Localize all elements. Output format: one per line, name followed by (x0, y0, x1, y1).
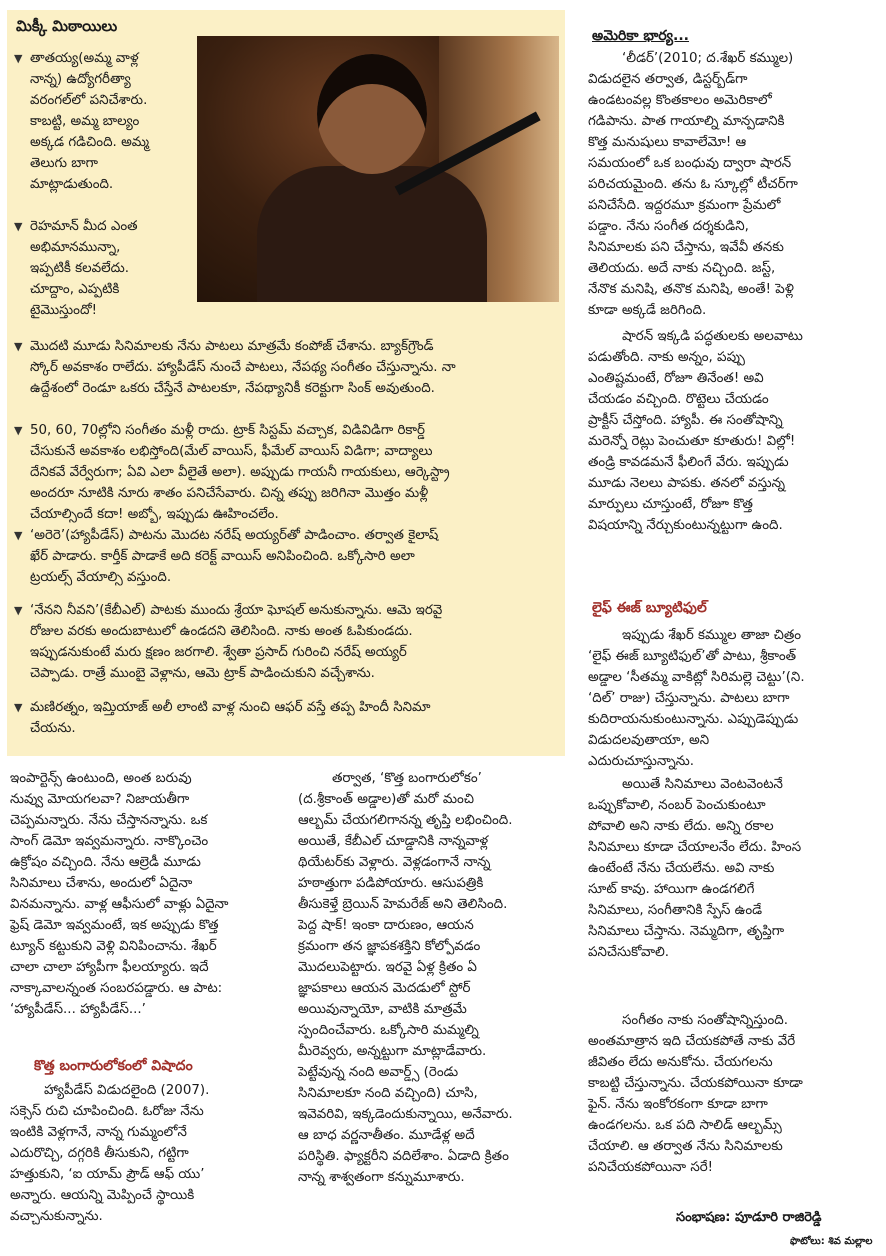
text-line: థియేటర్‌కు వెళ్లారు. వెళ్లడంగానే నాన్న (298, 855, 491, 870)
bullet-triangle-icon: ▼ (14, 52, 23, 65)
text-line: రెహమాన్ మీద ఎంత (30, 219, 138, 234)
mid-para (298, 768, 576, 1188)
text-line: ఇప్పుడు శేఖర్ కమ్ముల తాజా చిత్రం (622, 628, 802, 643)
text-line: ట్రయల్స్ వేయాల్సి వస్తుంది. (30, 570, 172, 585)
text-line: చేయాల్సిందే కదా! అబ్బో, ఇప్పుడు ఊహించలేం. (30, 507, 279, 522)
text-line: ఉద్దేశంలో రెండూ ఒకరు చేస్తేనే పాటలకూ, నేపథ్యానికీ కరెక్టుగా సింక్ అవుతుంది. (30, 381, 435, 396)
heading-america: అమెరికా భార్య... (592, 28, 690, 44)
text-line: పడుతోంది. నాకు అన్నం, పప్పు (588, 350, 745, 365)
text-line: పరిచయమైంది. తను ఓ స్కూల్లో టీచర్‌గా (588, 177, 798, 192)
right-para-5 (588, 1010, 878, 1178)
text-line: క్రమంగా తన జ్ఞాపకశక్తిని కోల్పోవడం (298, 939, 481, 954)
text-line: ‘దిల్’ రాజు) చేస్తున్నాను. పాటలు బాగా (588, 691, 790, 706)
text-line: మూడు నెలలు పాపకు. తనలో వస్తున్న (588, 476, 786, 491)
text-line: ‘నేనని నీవని’(కేబీఎల్) పాటకు ముందు శ్రేయా ఘోషల్ అనుకున్నాను. ఆమె ఇరవై (30, 603, 443, 618)
text-line: ఎదురొచ్చి, దగ్గరికి తీసుకుని, గట్టిగా (10, 1146, 189, 1161)
text-line: విడుదలవుతాయా, అని (588, 733, 710, 748)
text-line: ఉండగలను. ఒక పది సాలిడ్ ఆల్బమ్స్ (588, 1118, 782, 1133)
text-line: ప్రాక్టీస్ చేస్తోంది. హ్యాపీ. ఈ సంతోషాన్ని (588, 413, 783, 428)
text-line: సక్సెస్ రుచి చూపించింది. ఓరోజు నేను (10, 1104, 204, 1119)
text-line: ఎంతిష్టమంటే, రోజూ తినేంత! అవి (588, 371, 764, 386)
text-line: చాలా చాలా హ్యాపీగా ఫీలయ్యారు. ఇదే (10, 960, 209, 975)
text-line: ఫ్రెష్ డెమో ఇవ్వమంటే, ఇక అప్పుడు కొత్త (10, 918, 219, 933)
text-line: జ్ఞాపకాలు ఆయన మెదడులో స్టోర్ (298, 981, 471, 996)
text-line: ఖేర్ పాడారు. కార్తీక్ పాడాకే అది కరెక్ట్ వాయిస్ అనిపించింది. ఒక్కోసారి అలా (30, 549, 415, 564)
heading-life-is-beautiful: లైఫ్ ఈజ్ బ్యూటిఫుల్ (592, 600, 707, 616)
heading-kotha-bangarulokam: కొత్త బంగారులోకంలో విషాదం (34, 1058, 193, 1074)
text-line: మొదటి మూడు సినిమాలకు నేను పాటలు మాత్రమే కంపోజ్ చేశాను. బ్యాక్‌గ్రౌండ్ (30, 339, 434, 354)
text-line: సంగీతం నాకు సంతోషాన్నిస్తుంది. (622, 1013, 788, 1028)
text-line: కాబట్టి చేస్తున్నాను. చేయకపోయినా కూడా (588, 1076, 803, 1091)
text-line: పెట్టేవున్న నంది అవార్డ్స్ (రెండు (298, 1065, 459, 1080)
text-line: మరెన్నో రెట్లు పెంచుతూ కూతురు! విల్లో! (588, 434, 796, 449)
text-line: కూడా అక్కడే జరిగింది. (588, 303, 707, 318)
text-line: నాన్న) ఉద్యోగరీత్యా (30, 72, 131, 87)
text-line: సాంగ్ డెమో ఇవ్వమన్నారు. నాక్కొంచెం (10, 834, 209, 849)
text-line: కొత్త మనుషులు కావాలేమో! ఆ (588, 135, 747, 150)
text-line: ట్యూన్ కట్టుకుని వెళ్లి వినిపించాను. శేఖర్ (10, 939, 217, 954)
text-line: చెప్పమన్నారు. నేను చేస్తానన్నాను. ఒక (10, 813, 208, 828)
text-line: పరిస్థితి. ఫ్యాక్టరీని వదిలేశాం. ఏడాది క్రితం (298, 1149, 509, 1164)
text-line: గడిపాను. పాత గాయాల్ని మాన్పడానికి (588, 114, 785, 129)
text-line: సినిమాలు, సంగీతానికి స్పేస్ ఉండే (588, 903, 763, 918)
text-line: ఇప్పటికీ కలవలేదు. (30, 261, 130, 276)
text-line: నాన్న శాశ్వతంగా కన్నుమూశారు. (298, 1170, 465, 1185)
text-line: మొదలుపెట్టారు. ఇరవై ఏళ్ల క్రితం ఏ (298, 960, 477, 975)
bullet-triangle-icon: ▼ (14, 220, 23, 233)
text-line: తెలియదు. అదే నాకు నచ్చింది. జస్ట్, (588, 261, 776, 276)
text-line: టైమొస్తుందో! (30, 303, 97, 318)
text-line: తర్వాత, ‘కొత్త బంగారులోకం’ (332, 771, 482, 786)
sidebar-bullet (30, 216, 180, 321)
text-line: ఫైన్. నేను ఇంకోరకంగా కూడా బాగా (588, 1097, 768, 1112)
text-line: ఆ బాధ వర్ణనాతీతం. మూడేళ్ల అదే (298, 1128, 475, 1143)
text-line: స్కోర్ అవకాశం రాలేదు. హ్యాపీడేస్ నుంచే పాటలు, నేపథ్య సంగీతం చేస్తున్నాను. నా (30, 360, 456, 375)
text-line: పనిచేసేది. ఇద్దరమూ క్రమంగా ప్రేమలో (588, 198, 781, 213)
text-line: మాట్లాడుతుంది. (30, 177, 114, 192)
text-line: ఇంటికి వెళ్లగానే, నాన్న గుమ్మంలోనే (10, 1125, 187, 1140)
text-line: ఎదురుచూస్తున్నాను. (588, 754, 695, 769)
text-line: ఉంటేంటే నేను చేయలేను. అవి నాకు (588, 861, 775, 876)
text-line: పడ్డాం. నేను సంగీత దర్శకుడిని, (588, 219, 749, 234)
text-line: సినిమాలు చేస్తాను. నెమ్మదిగా, తృప్తిగా (588, 924, 785, 939)
text-line: పోవాలి అని నాకు లేదు. అన్ని రకాల (588, 819, 774, 834)
text-line: వచ్చానుకున్నాను. (10, 1209, 103, 1224)
text-line: ‘లైఫ్ ఈజ్ బ్యూటిఫుల్’తో పాటు, శ్రీకాంత్ (588, 649, 797, 664)
text-line: చేయను. (30, 721, 76, 736)
text-line: హఠాత్తుగా పడిపోయారు. ఆసుపత్రికి (298, 876, 484, 891)
right-para-2 (588, 326, 878, 536)
text-line: చేయాలి. ఆ తర్వాత నేను సినిమాలకు (588, 1139, 783, 1154)
text-line: ఇంపార్టెన్స్ ఉంటుంది, అంత బరువు (10, 771, 192, 786)
text-line: చెప్పాడు. రాత్రే ముంబై వెళ్లాను, ఆమె ట్రాక్ పాడించుకుని వచ్చేశాను. (30, 666, 375, 681)
text-line: తెలుగు బాగా (30, 156, 98, 171)
bullet-triangle-icon: ▼ (14, 529, 23, 542)
text-line: అయితే, కేబీఎల్ చూడ్డానికి నాన్నవాళ్ల (298, 834, 489, 849)
sidebar-title: మిక్కీ మిఠాయిలు (16, 17, 118, 35)
text-line: కాబట్టి, అమ్మ బాల్యం (30, 114, 140, 129)
text-line: హత్తుకుని, ‘ఐ యామ్ ప్రౌడ్ ఆఫ్ యు’ (10, 1167, 205, 1182)
text-line: సినిమాలకు పని చేస్తాను, ఇవేవీ తనకు (588, 240, 784, 255)
text-line: అడ్డాల ‘సీతమ్మ వాకిట్లో సిరిమల్లె చెట్టు’(ని. (588, 670, 805, 685)
text-line: సినిమాలకూ నంది వచ్చింది) చూసి, (298, 1086, 478, 1101)
text-line: ఇవెవరివి, ఇక్కడెందుకున్నాయి, అనేవారు. (298, 1107, 513, 1122)
text-line: చేసుకునే అవకాశం లభిస్తోంది(మేల్ వాయిస్, ఫీమేల్ వాయిస్ విడిగా; వాద్యాలు (30, 444, 433, 459)
text-line: సమయంలో ఒక బంధువు ద్వారా షారన్ (588, 156, 792, 171)
text-line: ఉక్రోషం వచ్చింది. నేను ఆల్రెడీ మూడు (10, 855, 201, 870)
sidebar-bullet (30, 420, 555, 525)
left-para-2 (10, 1080, 282, 1227)
bullet-triangle-icon: ▼ (14, 604, 23, 617)
text-line: తీసుకెళ్తే బ్రెయిన్ హెమరేజ్ అని తెలిసింది. (298, 897, 508, 912)
text-line: ఒప్పుకోవాలి, నంబర్ పెంచుకుంటూ (588, 798, 766, 813)
text-line: 50, 60, 70ల్లోని సంగీతం మళ్లీ రాదు. ట్రాక్ సిస్టమ్ వచ్చాక, విడివిడిగా రికార్డ్ (30, 423, 425, 438)
text-line: పనిచేయకపోయినా సరే! (588, 1160, 714, 1175)
text-line: నేనొక మనిషి, తనొక మనిషి, అంతే! పెళ్లి (588, 282, 794, 297)
right-para-3 (588, 625, 878, 772)
text-line: ‘అరెరె’(హ్యాపీడేస్) పాటను మొదట నరేష్ అయ్యర్‌తో పాడించాం. తర్వాత కైలాష్ (30, 528, 439, 543)
sidebar-bullet (30, 336, 555, 399)
text-line: వినమన్నాను. వాళ్ల ఆఫీసులో వాళ్లు ఏదైనా (10, 897, 229, 912)
text-line: మణిరత్నం, ఇమ్తియాజ్ అలీ లాంటి వాళ్ల నుంచి ఆఫర్ వస్తే తప్ప హిందీ సినిమా (30, 700, 431, 715)
text-line: ఆల్బమ్ చేయగలిగానన్న తృప్తి లభించింది. (298, 813, 513, 828)
text-line: మార్పులు చూస్తుంటే, రోజూ కొత్త (588, 497, 753, 512)
text-line: అయితే సినిమాలు వెంటవెంటనే (622, 777, 783, 792)
singer-photo (197, 36, 559, 302)
text-line: మీరెవ్వరు, అన్నట్టుగా మాట్లాడేవారు. (298, 1044, 487, 1059)
text-line: సినిమాలు కూడా చేయాలనేం లేదు. హింస (588, 840, 802, 855)
text-line: అందరూ నూటికి నూరు శాతం పనిచేసేవారు. చిన్న తప్పు జరిగినా మొత్తం మళ్లీ (30, 486, 429, 501)
text-line: విషయాన్ని నేర్చుకుంటున్నట్టుగా ఉంది. (588, 518, 783, 533)
text-line: చేయడం వచ్చింది. రొట్టెలు చేయడం (588, 392, 769, 407)
text-line: ఇప్పుడనుకుంటే మరు క్షణం జరగాలి. శ్వేతా ప్రసాద్ గురించి నరేష్ అయ్యర్ (30, 645, 407, 660)
right-para-1 (588, 48, 878, 321)
text-line: విడుదలైన తర్వాత, డిస్టర్బ్‌డ్‌గా (588, 72, 748, 87)
text-line: సినిమాలు చేశాను, అందులో ఏదైనా (10, 876, 193, 891)
text-line: హ్యాపీడేస్ విడుదలైంది (2007). (44, 1083, 210, 1098)
text-line: షారన్ ఇక్కడి పద్ధతులకు అలవాటు (622, 329, 803, 344)
right-para-4 (588, 774, 878, 963)
text-line: అన్నారు. ఆయన్ని మెప్పించే స్థాయికి (10, 1188, 195, 1203)
left-para-1 (10, 768, 282, 1020)
text-line: తాతయ్య(అమ్మ వాళ్ల (30, 51, 139, 66)
text-line: నాక్కావాలన్నంత సంబరపడ్డారు. ఆ పాట: (10, 981, 223, 996)
text-line: దేనికవే వేర్వేరుగా; ఏవి ఎలా వీలైతే అలా). అప్పుడు గాయనీ గాయకులు, ఆర్కెస్ట్రా (30, 465, 450, 480)
text-line: ఉండటంవల్ల కొంతకాలం అమెరికాలో (588, 93, 772, 108)
text-line: పనిచేసుకోవాలి. (588, 945, 670, 960)
text-line: చూద్దాం, ఎప్పటికి (30, 282, 120, 297)
bullet-triangle-icon: ▼ (14, 424, 23, 437)
text-line: స్పందించేవారు. ఒక్కోసారి మమ్మల్ని (298, 1023, 479, 1038)
text-line: అభిమానమున్నా, (30, 240, 121, 255)
text-line: నువ్వు మోయగలవా? నిజాయతీగా (10, 792, 190, 807)
text-line: ‘లీడర్’(2010; ద.శేఖర్ కమ్ముల) (622, 51, 794, 66)
text-line: అయివున్నాయో, వాటికి మాత్రమే (298, 1002, 467, 1017)
text-line: కుదిరాయనుకుంటున్నాను. ఎప్పుడెప్పుడు (588, 712, 799, 727)
interview-credit: సంభాషణ: పూడూరి రాజిరెడ్డి (676, 1210, 822, 1225)
bullet-triangle-icon: ▼ (14, 340, 23, 353)
text-line: సూట్ కావు. హాయిగా ఉండగలిగే (588, 882, 755, 897)
sidebar-bullet (30, 525, 555, 588)
sidebar-bullet (30, 697, 555, 739)
text-line: వరంగల్‌లో పనిచేశారు. (30, 93, 148, 108)
sidebar-bullet (30, 600, 555, 684)
sidebar-bullet (30, 48, 180, 195)
text-line: తండ్రి కావడమనే ఫీలింగే వేరు. ఇప్పుడు (588, 455, 789, 470)
text-line: అక్కడ గడిచింది. అమ్మ (30, 135, 150, 150)
text-line: జీవితం లేదు అనుకోను. చేయగలను (588, 1055, 773, 1070)
bullet-triangle-icon: ▼ (14, 701, 23, 714)
text-line: ‘హ్యాపీడేస్... హ్యాపీడేస్...’ (10, 1002, 146, 1017)
text-line: (ద.శ్రీకాంత్ అడ్డాల)తో మరో మంచి (298, 792, 475, 807)
photo-credit: ఫొటోలు: శివ మల్లాల (790, 1236, 873, 1247)
text-line: రోజుల వరకు అందుబాటులో ఉండదని తెలిసింది. నాకు అంత ఓపికుండదు. (30, 624, 413, 639)
text-line: పెద్ద షాక్! ఇంకా దారుణం, ఆయన (298, 918, 474, 933)
photo-figure (257, 166, 487, 302)
photo-head (317, 54, 427, 174)
text-line: అంతమాత్రాన ఇది చేయకపోతే నాకు వేరే (588, 1034, 796, 1049)
